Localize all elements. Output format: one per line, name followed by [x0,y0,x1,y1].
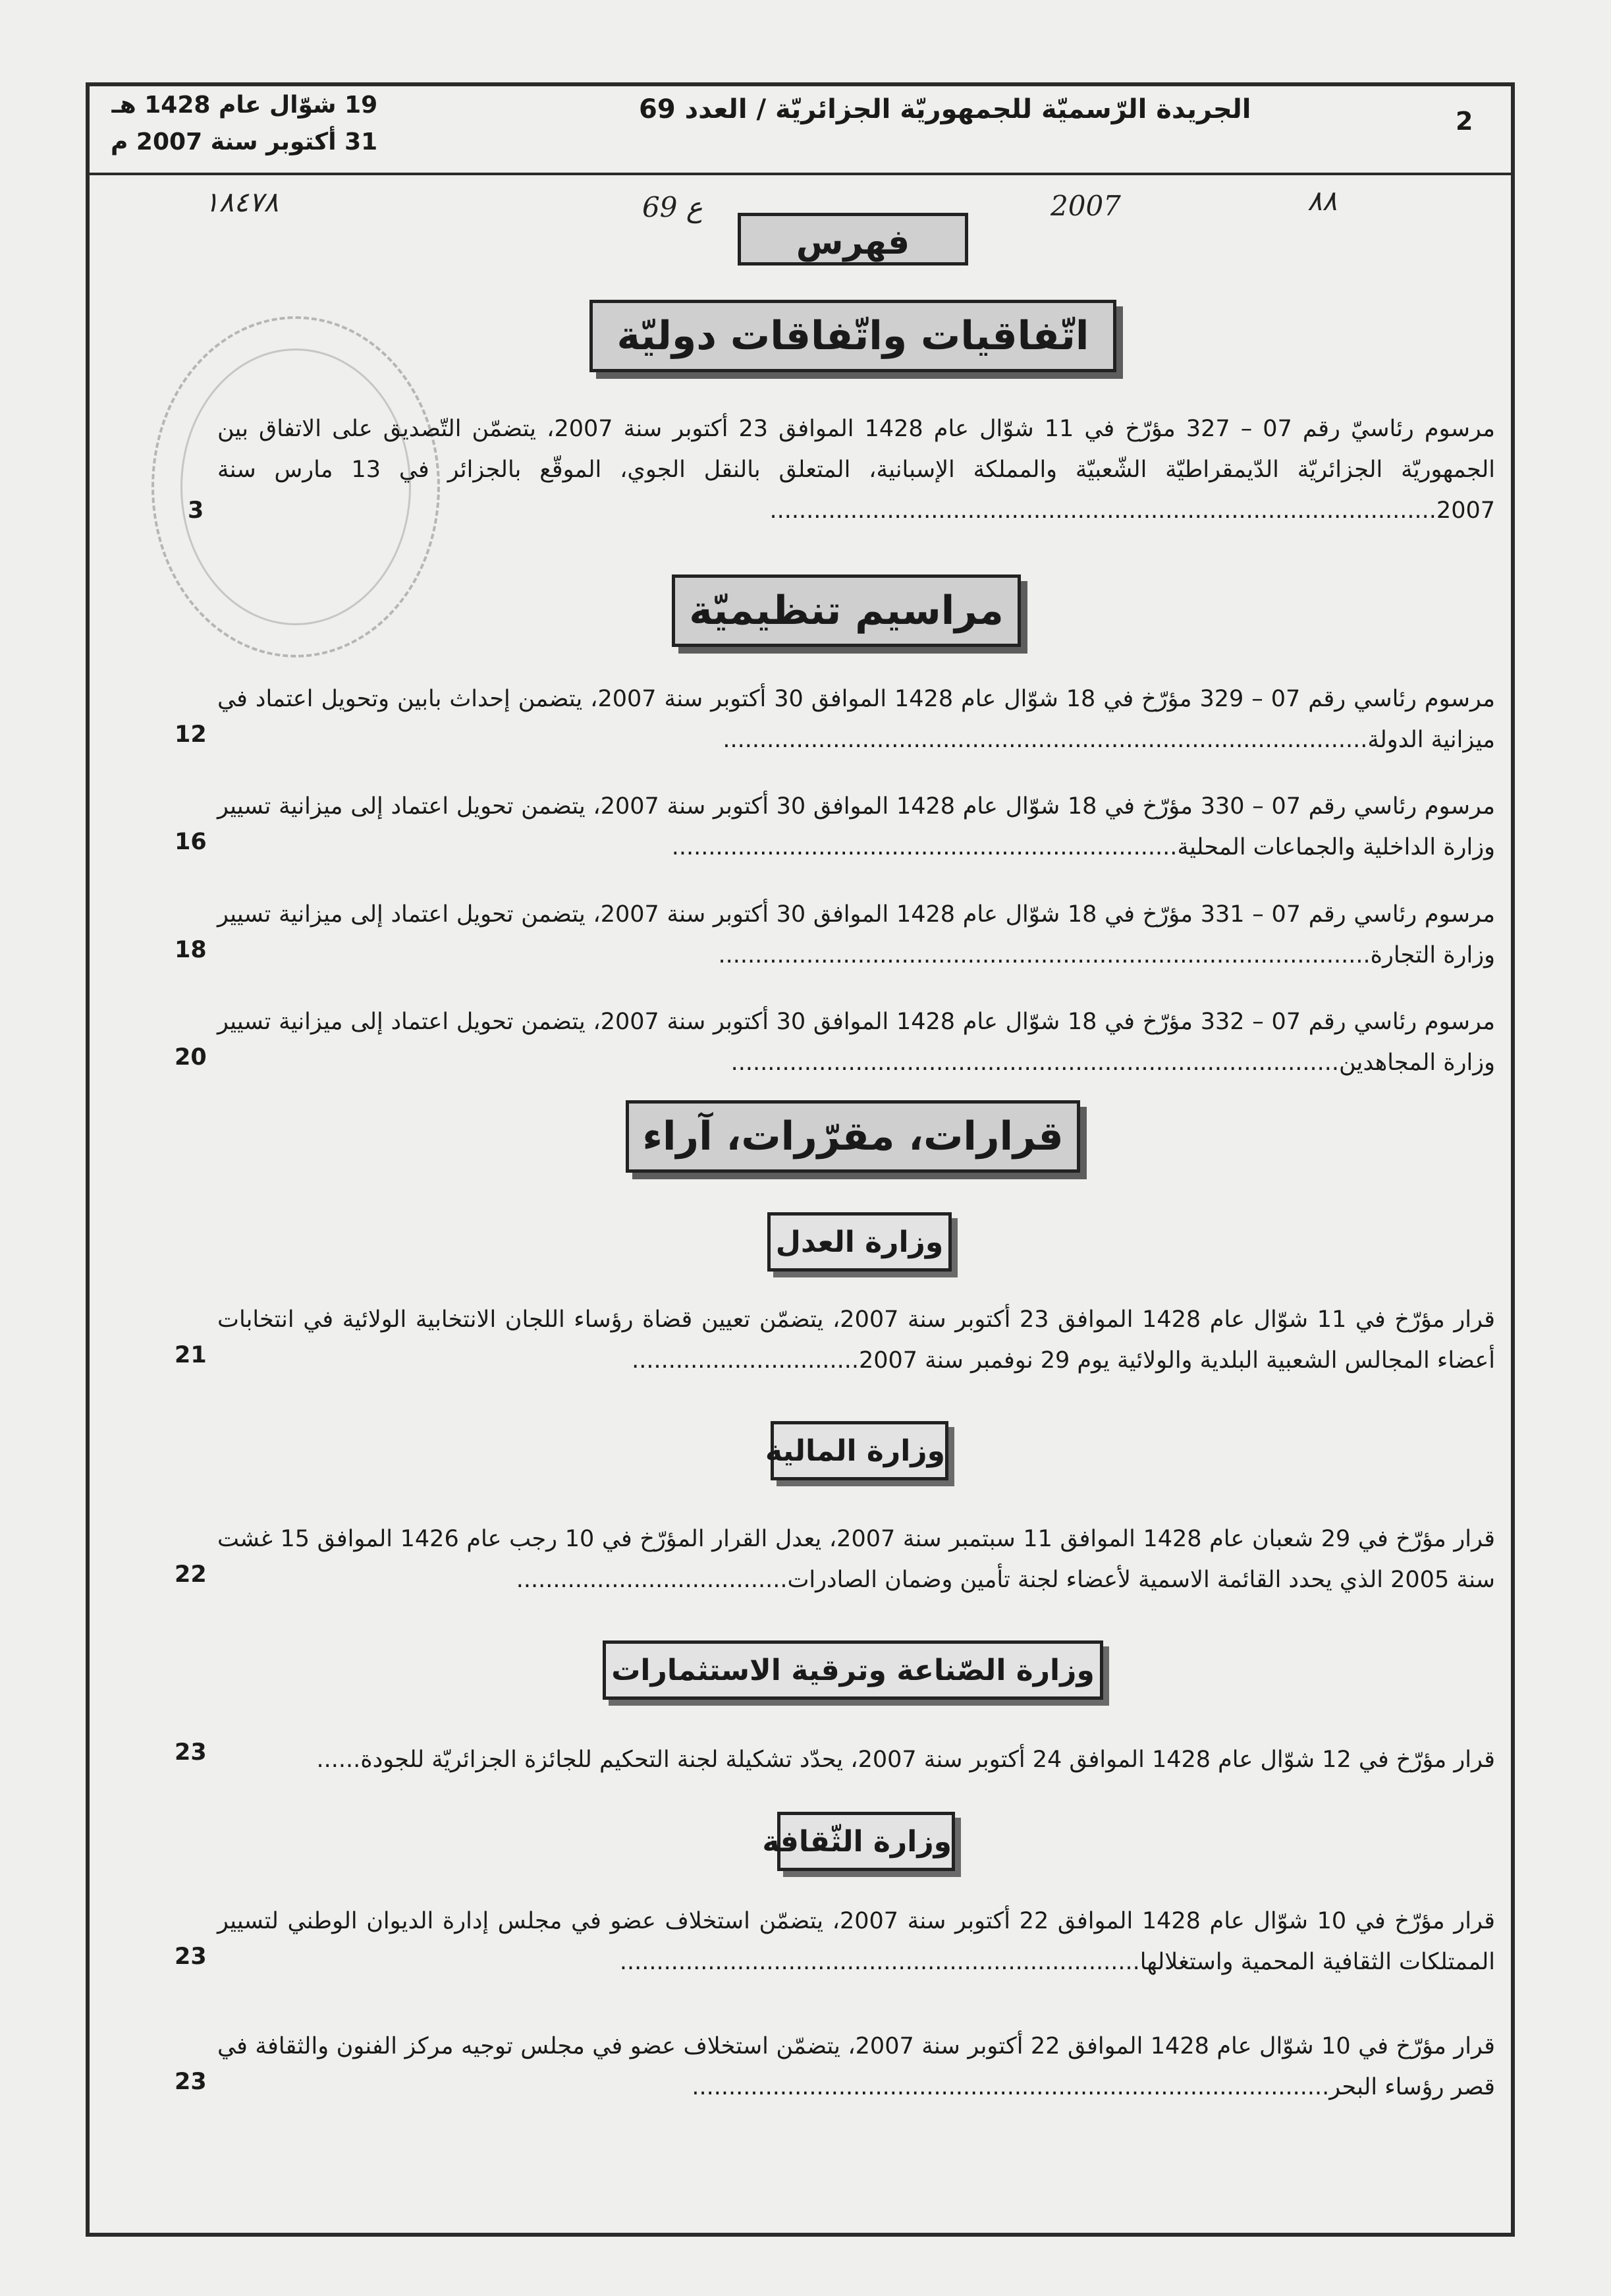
handwritten-note: 2007 [1051,190,1121,222]
header-date [111,87,377,161]
page-ref: 21 [175,1342,207,1368]
date-gregorian: 31 أكتوبر سنة 2007 م [111,128,378,155]
page-ref: 20 [175,1044,207,1071]
handwritten-note: ٨٨ [1307,184,1338,217]
toc-entry[interactable]: مرسوم رئاسي رقم 07 – 330 مؤرّخ في 18 شوّال عام 1428 الموافق 30 أكتوبر سنة 2007، يتضمن تحويل اعتماد إلى ميزانية تسيير وزارة الداخلية والجماعات المحلية..................................................................... [217,793,1495,860]
gazette-title: الجريدة الرّسميّة للجمهوريّة الجزائريّة / العدد 69 [639,94,1251,125]
toc-entry[interactable]: قرار مؤرّخ في 10 شوّال عام 1428 الموافق 22 أكتوبر سنة 2007، يتضمّن استخلاف عضو في مجلس توجيه مركز الفنون والثقافة في قصر رؤساء البحر....................................................................................... [217,2033,1495,2100]
subsection-title-industry: وزارة الصّناعة وترقية الاستثمارات [603,1640,1103,1700]
toc-entry[interactable]: مرسوم رئاسي رقم 07 – 331 مؤرّخ في 18 شوّال عام 1428 الموافق 30 أكتوبر سنة 2007، يتضمن تحويل اعتماد إلى ميزانية تسيير وزارة التجارة......................................................................................... [217,901,1495,968]
toc-entry[interactable]: قرار مؤرّخ في 11 شوّال عام 1428 الموافق 23 أكتوبر سنة 2007، يتضمّن تعيين قضاة رؤساء اللجان الانتخابية الولائية في انتخابات أعضاء المجالس الشعبية البلدية والولائية يوم 29 نوفمبر سنة 2007............................... [217,1306,1495,1374]
handwritten-note: 69 ع [642,191,703,223]
toc-title: فهرس [738,213,968,266]
subsection-title-justice: وزارة العدل [767,1212,952,1272]
section-title-international-agreements: اتّفاقيات واتّفاقات دوليّة [589,300,1116,372]
page-ref: 12 [175,721,207,748]
page-ref: 22 [175,1561,207,1588]
page-ref: 23 [175,2069,207,2095]
page-ref: 16 [175,829,207,855]
subsection-title-culture: وزارة الثّقافة [777,1812,955,1871]
toc-entry[interactable]: مرسوم رئاسي رقم 07 – 329 مؤرّخ في 18 شوّال عام 1428 الموافق 30 أكتوبر سنة 2007، يتضمن إحداث بابين وتحويل اعتماد في ميزانية الدولة........................................................................................ [217,686,1495,753]
section-title-regulatory-decrees: مراسيم تنظيميّة [672,574,1021,647]
page-ref: 23 [175,1739,207,1766]
toc-entry[interactable]: مرسوم رئاسيّ رقم 07 – 327 مؤرّخ في 11 شوّال عام 1428 الموافق 23 أكتوبر سنة 2007، يتضمّن التّصديق على الاتفاق بين الجمهوريّة الجزائريّة الدّيمقراطيّة الشّعبيّة والمملكة الإسبانية، المتعلق بالنقل الجوي، الموقّع بالجزائر في 13 مارس سنة 2007........................................................................................... [217,416,1495,524]
section-title-decisions-opinions: قرارات، مقرّرات، آراء [626,1100,1080,1173]
toc-entry[interactable]: قرار مؤرّخ في 12 شوّال عام 1428 الموافق 24 أكتوبر سنة 2007، يحدّد تشكيلة لجنة التحكيم للجائزة الجزائريّة للجودة...... [316,1747,1495,1773]
page-ref: 3 [188,497,204,524]
handwritten-note: ١٨٤٧٨ [204,186,279,218]
page-ref: 23 [175,1944,207,1970]
header-divider [90,173,1511,175]
subsection-title-finance: وزارة المالية [771,1421,948,1480]
date-hijri: 19 شوّال عام 1428 هـ [111,92,378,119]
toc-entry[interactable]: قرار مؤرّخ في 29 شعبان عام 1428 الموافق 11 سبتمبر سنة 2007، يعدل القرار المؤرّخ في 10 رجب عام 1426 الموافق 15 غشت سنة 2005 الذي يحدد القائمة الاسمية لأعضاء لجنة تأمين وضمان الصادرات..................................... [217,1526,1496,1593]
toc-entry[interactable]: قرار مؤرّخ في 10 شوّال عام 1428 الموافق 22 أكتوبر سنة 2007، يتضمّن استخلاف عضو في مجلس إدارة الديوان الوطني لتسيير الممتلكات الثقافية المحمية واستغلالها....................................................................... [217,1908,1495,1975]
page-ref: 18 [175,937,207,963]
toc-entry[interactable]: مرسوم رئاسي رقم 07 – 332 مؤرّخ في 18 شوّال عام 1428 الموافق 30 أكتوبر سنة 2007، يتضمن تحويل اعتماد إلى ميزانية تسيير وزارة المجاهدين................................................................................... [217,1009,1495,1076]
page-number: 2 [1456,107,1473,136]
